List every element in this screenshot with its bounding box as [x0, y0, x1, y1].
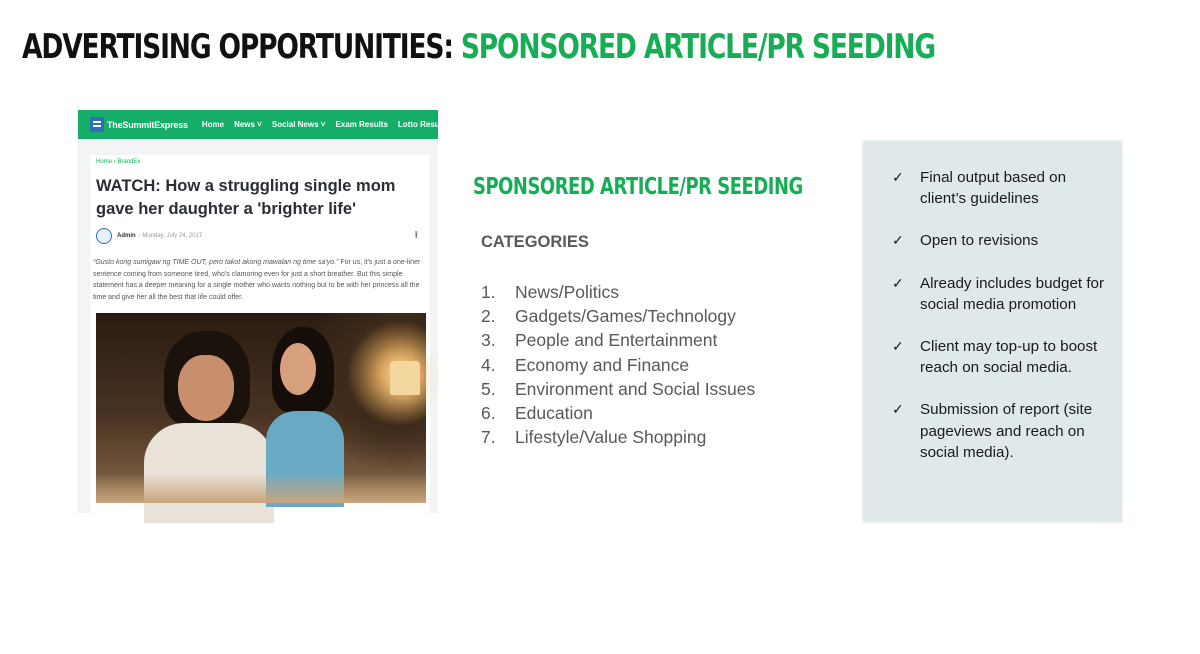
- category-number: 7.: [481, 427, 496, 448]
- excerpt-quote: “Gusto kong sumigaw ng TIME OUT, pero takot akong mawalan ng time sa'yo.”: [93, 259, 339, 266]
- title-prefix: ADVERTISING OPPORTUNITIES:: [22, 27, 453, 67]
- article-screenshot: [78, 110, 450, 513]
- article-photo: [96, 313, 426, 502]
- feature-item: [892, 230, 1107, 251]
- nav-item-lotto-results[interactable]: Lotto Results: [397, 120, 450, 129]
- features-list: [892, 167, 1107, 484]
- feature-item: [892, 273, 1107, 315]
- author-avatar: [96, 228, 112, 244]
- feature-text: Already includes budget for social media promotion: [920, 274, 1105, 313]
- category-item: [481, 304, 755, 328]
- article-date: - Monday, July 24, 2017: [138, 233, 203, 239]
- category-label: Education: [515, 403, 593, 424]
- check-icon: ✓: [892, 274, 904, 291]
- category-item: [481, 401, 755, 425]
- category-number: 5.: [481, 378, 496, 399]
- category-item: [481, 280, 755, 304]
- check-icon: ✓: [892, 169, 904, 185]
- title-highlight: SPONSORED ARTICLE/PR SEEDING: [460, 27, 935, 67]
- check-icon: ✓: [892, 232, 904, 249]
- page-title: [22, 24, 935, 70]
- nav-item-exam-results[interactable]: Exam Results: [335, 120, 388, 129]
- feature-text: Client may top-up to boost reach on social media.: [920, 338, 1098, 377]
- feature-text: Open to revisions: [920, 232, 1039, 250]
- share-icon[interactable]: ⭱: [414, 229, 418, 241]
- article-excerpt: [93, 257, 427, 303]
- site-logo[interactable]: [90, 117, 188, 132]
- nav-item-social-news[interactable]: Social News ˅: [271, 120, 326, 129]
- feature-text: Submission of report (site pageviews and reach on social media).: [920, 401, 1093, 461]
- site-name: TheSummitExpress: [107, 119, 188, 130]
- site-logo-icon: [90, 117, 104, 132]
- category-number: 3.: [481, 330, 496, 351]
- check-icon: ✓: [892, 338, 904, 355]
- category-label: Economy and Finance: [515, 354, 690, 375]
- author-name[interactable]: Admin: [117, 233, 136, 239]
- feature-item: [892, 167, 1107, 209]
- check-icon: ✓: [892, 401, 904, 418]
- table-surface: [96, 473, 426, 503]
- category-number: 1.: [481, 282, 496, 302]
- category-label: People and Entertainment: [515, 330, 718, 351]
- article-headline: WATCH: How a struggling single mom gave her daughter a 'brighter life': [96, 177, 396, 218]
- category-item: [481, 353, 755, 377]
- category-number: 2.: [481, 306, 496, 327]
- breadcrumb[interactable]: Home › BrandEx: [96, 159, 141, 165]
- category-label: News/Politics: [515, 282, 620, 302]
- category-number: 6.: [481, 403, 496, 424]
- site-navbar: [78, 110, 450, 139]
- category-label: Environment and Social Issues: [515, 378, 756, 399]
- feature-text: Final output based on client’s guidelines: [920, 169, 1067, 208]
- categories-heading: CATEGORIES: [481, 233, 589, 251]
- nav-item-home[interactable]: Home: [201, 120, 225, 129]
- categories-list: [481, 280, 755, 449]
- section-heading: SPONSORED ARTICLE/PR SEEDING: [473, 174, 803, 200]
- lamp-shape: [390, 361, 420, 395]
- article-body: [90, 155, 430, 513]
- category-item: [481, 328, 755, 352]
- feature-item: [892, 336, 1107, 378]
- category-label: Gadgets/Games/Technology: [515, 306, 736, 327]
- excerpt-text: For us, it's just a one-liner sentence coming from someone tired, who's clamoring even for just a short breather. But this simple statement has a deeper meaning for a single mother who wants nothing but to be with her princess all the time and give her all the best that life could offer.: [93, 259, 421, 301]
- feature-item: [892, 399, 1107, 463]
- features-panel: [863, 141, 1122, 522]
- category-number: 4.: [481, 354, 496, 375]
- category-item: [481, 425, 755, 449]
- nav-item-news[interactable]: News ˅: [234, 120, 262, 129]
- article-byline: [96, 227, 418, 245]
- category-item: [481, 377, 755, 401]
- category-label: Lifestyle/Value Shopping: [515, 427, 707, 448]
